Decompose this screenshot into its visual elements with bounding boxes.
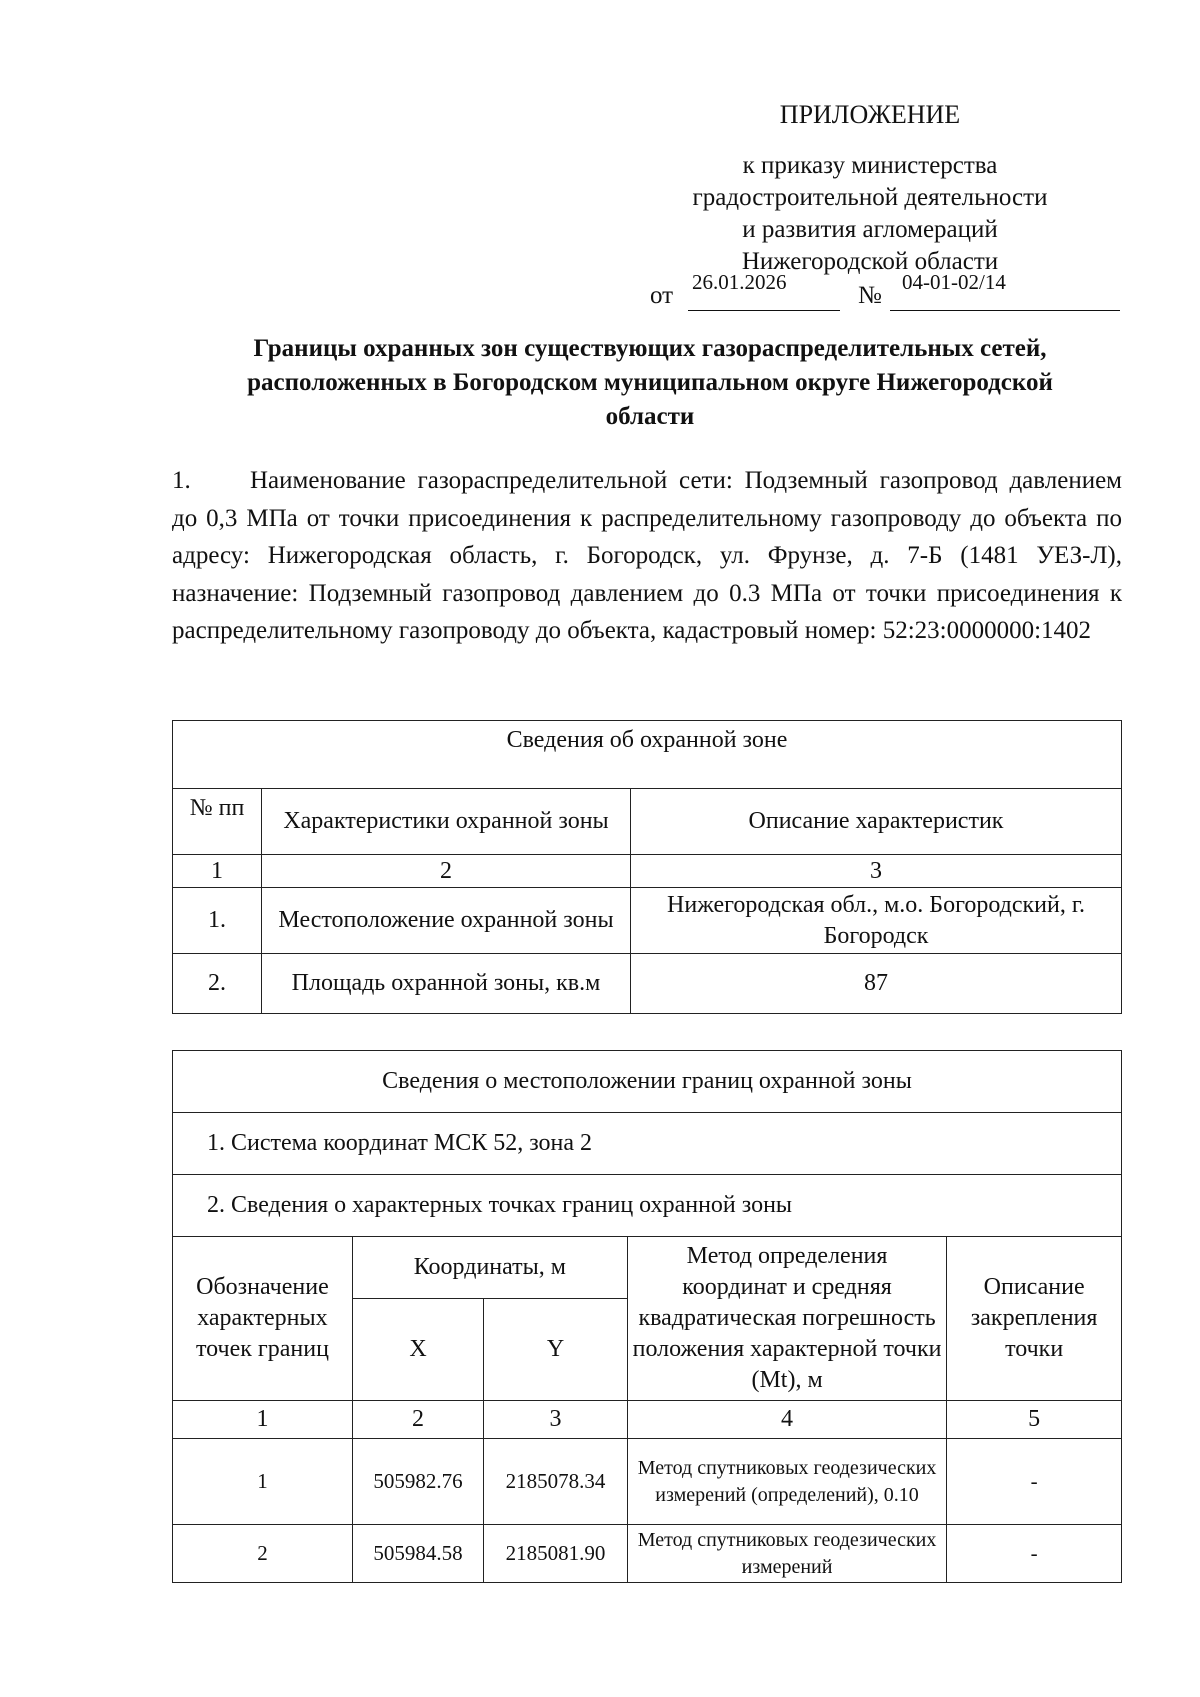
point-fixing: - <box>947 1439 1122 1525</box>
appendix-heading: ПРИЛОЖЕНИЕ <box>779 100 961 129</box>
zone-header-characteristics: Характеристики охранной зоны <box>262 789 631 855</box>
zone-info-table <box>172 720 1122 1014</box>
zone-col-number: 3 <box>631 855 1122 888</box>
zone-col-number: 2 <box>262 855 631 888</box>
point-id: 1 <box>173 1439 353 1525</box>
zone-row-value: 87 <box>631 954 1122 1014</box>
zone-header-number: № пп <box>173 789 262 855</box>
point-x: 505984.58 <box>352 1525 483 1583</box>
document-title <box>170 332 1130 434</box>
table-row <box>173 954 1122 1014</box>
appendix-subtitle <box>640 150 1100 278</box>
from-label: от <box>650 282 674 309</box>
date-underline <box>688 310 840 311</box>
zone-table-caption: Сведения об охранной зоне <box>173 721 1122 789</box>
number-label: № <box>858 282 882 309</box>
network-description <box>172 462 1122 650</box>
header-y: Y <box>484 1299 628 1401</box>
title-line: области <box>605 403 695 430</box>
zone-header-description: Описание характеристик <box>631 789 1122 855</box>
coordinate-system: 1. Система координат МСК 52, зона 2 <box>173 1113 1122 1175</box>
zone-row-number: 1. <box>173 888 262 954</box>
point-method: Метод спутниковых геодезических измерений (определений), 0.10 <box>627 1439 946 1525</box>
points-caption: 2. Сведения о характерных точках границ охранной зоны <box>173 1175 1122 1237</box>
zone-row-value: Нижегородская обл., м.о. Богородский, г. Богородск <box>631 888 1122 954</box>
table-row <box>173 1439 1122 1525</box>
coords-col-number: 4 <box>627 1401 946 1439</box>
coordinates-table <box>172 1050 1122 1583</box>
table-row <box>173 888 1122 954</box>
appendix-line: градостроительной деятельности <box>692 184 1048 211</box>
order-number: 04-01-02/14 <box>902 270 1006 294</box>
point-id: 2 <box>173 1525 353 1583</box>
point-x: 505982.76 <box>352 1439 483 1525</box>
zone-row-number: 2. <box>173 954 262 1014</box>
coords-table-caption: Сведения о местоположении границ охранной зоны <box>173 1051 1122 1113</box>
point-y: 2185078.34 <box>484 1439 628 1525</box>
coords-col-number: 5 <box>947 1401 1122 1439</box>
point-method: Метод спутниковых геодезических измерений <box>627 1525 946 1583</box>
appendix-line: Нижегородской области <box>741 248 999 275</box>
header-coordinates: Координаты, м <box>352 1237 627 1299</box>
paragraph-text: Наименование газораспределительной сети: Подземный газопровод давлением до 0,3 МПа от точки присоединения к распределительному газопроводу до объекта по адресу: Нижегородская область, г. Богородск, ул. Фрунзе, д. 7-Б (1481 УЕЗ-Л), назначение: Подземный газопровод давлением до 0.3 МПа от точки присоединения к распределительному газопроводу до объекта, кадастровый номер: 52:23:0000000:1402 <box>172 467 1122 644</box>
title-line: расположенных в Богородском муниципальном округе Нижегородской <box>247 369 1053 396</box>
table-row <box>173 1525 1122 1583</box>
order-date: 26.01.2026 <box>692 270 787 294</box>
coords-col-number: 1 <box>173 1401 353 1439</box>
point-fixing: - <box>947 1525 1122 1583</box>
header-x: X <box>352 1299 483 1401</box>
appendix-line: к приказу министерства <box>742 152 998 179</box>
zone-row-characteristic: Местоположение охранной зоны <box>262 888 631 954</box>
number-underline <box>890 310 1120 311</box>
header-method: Метод определения координат и средняя квадратическая погрешность положения характерной точки (Mt), м <box>627 1237 946 1401</box>
header-fixing: Описание закрепления точки <box>947 1237 1122 1401</box>
coords-col-number: 2 <box>352 1401 483 1439</box>
zone-row-characteristic: Площадь охранной зоны, кв.м <box>262 954 631 1014</box>
title-line: Границы охранных зон существующих газораспределительных сетей, <box>253 335 1047 362</box>
point-y: 2185081.90 <box>484 1525 628 1583</box>
order-reference <box>650 270 1130 314</box>
paragraph-number: 1. <box>172 467 191 494</box>
appendix-line: и развития агломераций <box>742 216 998 243</box>
zone-col-number: 1 <box>173 855 262 888</box>
header-designation: Обозначение характерных точек границ <box>173 1237 353 1401</box>
coords-col-number: 3 <box>484 1401 628 1439</box>
